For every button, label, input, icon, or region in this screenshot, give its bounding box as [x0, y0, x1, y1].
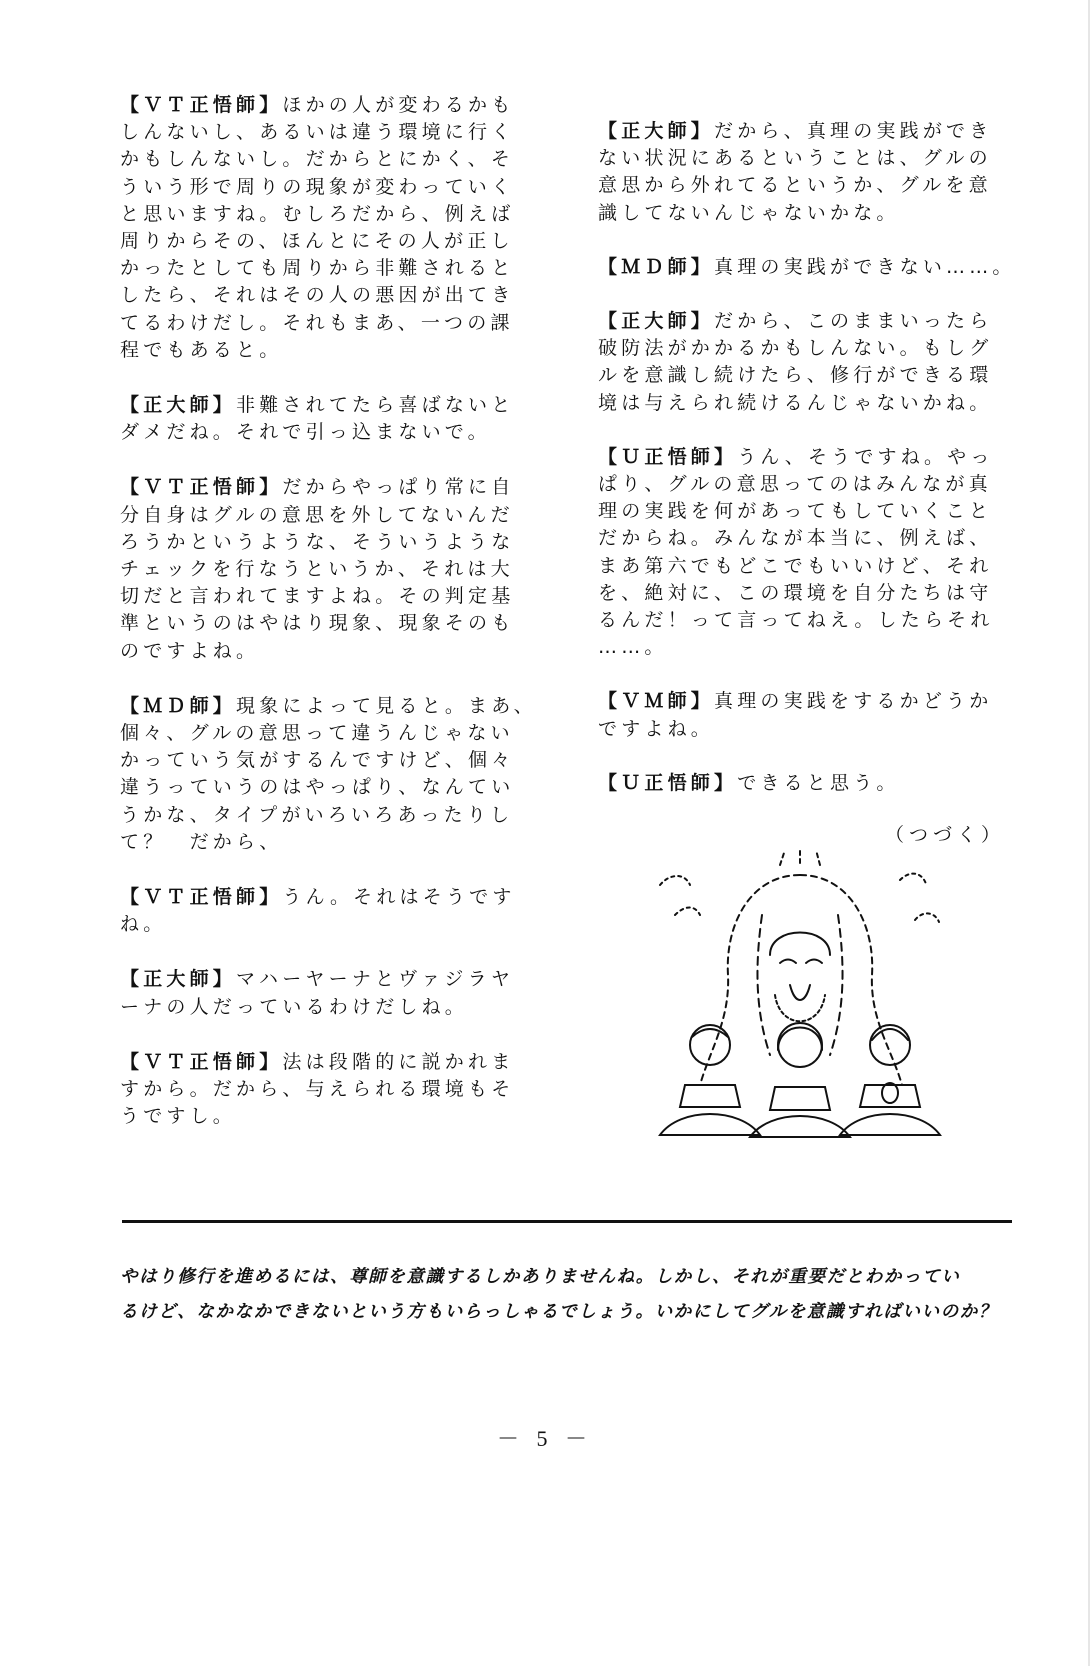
dialogue-text: 真理の実践ができない……。	[714, 255, 1016, 278]
dialogue-text: だから、このままいったら 破防法がかかるかもしんない。もしグ ルを意識し続けたら、修行ができる環 境は与えられ続けるんじゃないかね。	[598, 310, 993, 414]
speaker-label: 【ＶＭ師】	[598, 690, 715, 713]
dialogue-paragraph	[120, 693, 540, 856]
speaker-label: 【Ｕ正悟師】	[598, 445, 738, 468]
speaker-label: 【ＶＴ正悟師】	[120, 886, 283, 909]
dialogue-paragraph	[120, 392, 540, 446]
speaker-label: 【ＶＴ正悟師】	[120, 1050, 283, 1073]
dialogue-paragraph	[598, 118, 1018, 227]
dialogue-text: できると思う。	[737, 771, 900, 794]
dialogue-paragraph	[598, 444, 1018, 662]
section-divider	[122, 1220, 1012, 1223]
dialogue-text: 非難されてたら喜ばないと ダメだね。それで引っ込まないで。	[120, 394, 515, 444]
dialogue-text: ほかの人が変わるかも しんないし、あるいは違う環境に行く かもしんないし。だからとにかく、そ ういう形で周りの現象が変わっていく と思いますね。むしろだから、例えば 周りからその、ほんとにその人が正し かったとしても周りから非難されると したら、それはその人の悪因が出てき てるわけだし。それもまあ、一つの課 程でもあると。	[120, 94, 515, 361]
dialogue-text: 法は段階的に説かれま すから。だから、与えられる環境もそ うですし。	[120, 1050, 515, 1128]
dialogue-text: 現象によって見ると。まあ、 個々、グルの意思って違うんじゃない かっていう気がするんですけど、個々 違うっていうのはやっぱり、なんてい うかな、タイプがいろいろあったりし て？ だから、	[120, 694, 537, 853]
speaker-label: 【ＭＤ師】	[598, 255, 715, 278]
speaker-label: 【正大師】	[120, 394, 237, 417]
dialogue-paragraph	[120, 474, 540, 664]
speaker-label: 【ＶＴ正悟師】	[120, 476, 283, 499]
dialogue-paragraph	[120, 966, 540, 1020]
right-column	[598, 118, 1018, 824]
meditation-illustration	[640, 845, 960, 1150]
child-right	[840, 1025, 940, 1135]
page-number: － 5 －	[496, 1426, 593, 1451]
child-left	[660, 1025, 760, 1135]
dialogue-paragraph	[598, 308, 1018, 417]
editorial-note: やはり修行を進めるには、尊師を意識するしかありませんね。しかし、それが重要だとわかってい るけど、なかなかできないという方もいらっしゃるでしょう。いかにしてグルを意識すればいいのか？	[120, 1267, 998, 1322]
speaker-label: 【正大師】	[598, 310, 715, 333]
speaker-label: 【正大師】	[598, 120, 715, 142]
speaker-label: 【ＭＤ師】	[120, 694, 237, 717]
speaker-label: 【正大師】	[120, 968, 237, 991]
speaker-label: 【Ｕ正悟師】	[598, 771, 738, 794]
dialogue-text: うん、そうですね。やっ ぱり、グルの意思ってのはみんなが真 理の実践を何があってもしていくこと だからね。みんなが本当に、例えば、 まあ第六でもどこでもいいけど、それ を、絶対に、この環境を自分たちは守 るんだ！って言ってねえ。したらそれ ……。	[598, 445, 994, 659]
dialogue-paragraph	[598, 254, 1018, 281]
dialogue-paragraph	[598, 770, 1018, 797]
left-column	[120, 92, 540, 1159]
dialogue-text: 真理の実践をするかどうか ですよね。	[598, 690, 993, 740]
speaker-label: 【ＶＴ正悟師】	[120, 94, 283, 116]
dialogue-paragraph	[120, 884, 540, 938]
dialogue-paragraph	[598, 688, 1018, 742]
dialogue-text: マハーヤーナとヴァジラヤ ーナの人だっているわけだしね。	[120, 968, 515, 1018]
dialogue-paragraph	[120, 1049, 540, 1131]
dialogue-paragraph	[120, 92, 540, 364]
dialogue-text: だからやっぱり常に自 分自身はグルの意思を外してないんだ ろうかというような、そういうような チェックを行なうというか、それは大 切だと言われてますよね。その判定基 準というのはやはり現象、現象そのも のですよね。	[120, 476, 515, 662]
dialogue-text: だから、真理の実践ができ ない状況にあるということは、グルの 意思から外れてるというか、グルを意 識してないんじゃないかな。	[598, 120, 993, 224]
continued-label: （つづく）	[885, 824, 1006, 846]
dialogue-text: うん。それはそうです ね。	[120, 886, 516, 936]
